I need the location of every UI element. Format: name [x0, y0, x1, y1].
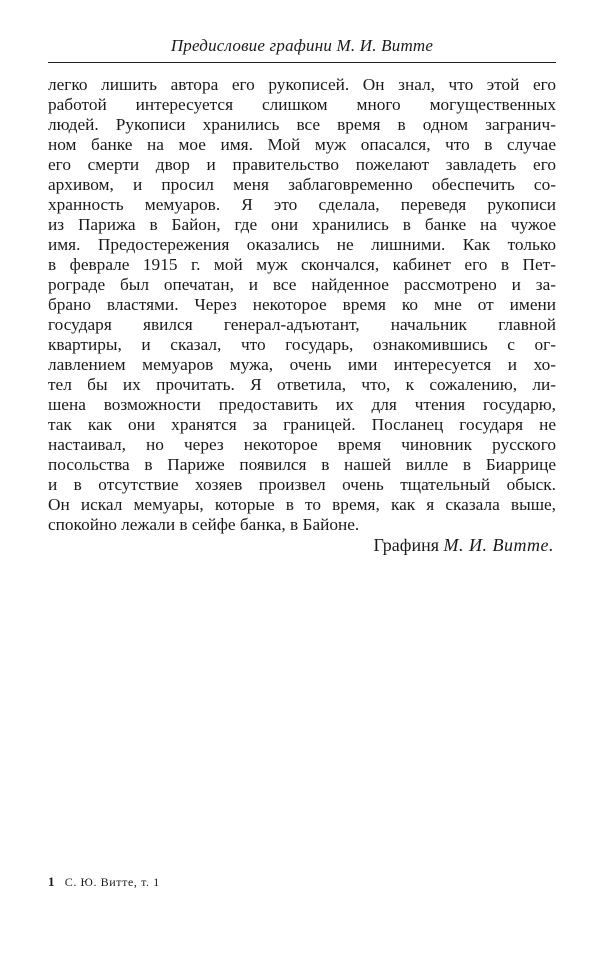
text-line: архивом, и просил меня заблаговременно обеспечить со-: [48, 175, 556, 194]
text-line: шена возможности предоставить их для чтения государю,: [48, 395, 556, 414]
text-line: ном банке на мое имя. Мой муж опасался, что в случае: [48, 135, 556, 154]
signature-number: 1: [48, 874, 56, 889]
text-line: и в отсутствие хозяев произвел очень тщательный обыск.: [48, 475, 556, 494]
running-head: Предисловие графини М. И. Витте: [170, 36, 434, 55]
signature-text: С. Ю. Витте, т. 1: [64, 875, 160, 889]
text-line: Он искал мемуары, которые в то время, как я сказала выше,: [48, 495, 556, 514]
text-line: его смерти двор и правительство пожелают завладеть его: [48, 155, 556, 174]
text-line: квартиры, и сказал, что государь, ознакомившись с ог-: [48, 335, 556, 354]
text-line: тел бы их прочитать. Я ответила, что, к сожалению, ли-: [48, 375, 556, 394]
text-line: хранность мемуаров. Я это сделала, переведя рукописи: [48, 195, 556, 214]
text-line: рограде был опечатан, и все найденное рассмотрено и за-: [48, 275, 556, 294]
signature: [374, 535, 554, 556]
text-line: имя. Предостережения оказались не лишними. Как только: [48, 235, 556, 254]
text-line: посольства в Париже появился в нашей вилле в Биаррице: [48, 455, 556, 474]
text-line: легко лишить автора его рукописей. Он знал, что этой его: [48, 75, 556, 94]
text-line: так как они хранятся за границей. Посланец государя не: [48, 415, 556, 434]
header-rule: [48, 62, 556, 63]
text-line: спокойно лежали в сейфе банка, в Байоне.: [48, 515, 360, 534]
text-line: из Парижа в Байон, где они хранились в банке на чужое: [48, 215, 556, 234]
body-text: [48, 75, 556, 535]
text-line: в феврале 1915 г. мой муж скончался, кабинет его в Пет-: [48, 255, 556, 274]
text-line: государя явился генерал-адъютант, начальник главной: [48, 315, 556, 334]
text-line: настаивал, но через некоторое время чиновник русского: [48, 435, 556, 454]
text-line: брано властями. Через некоторое время ко мне от имени: [48, 295, 556, 314]
text-line: лавлением мемуаров мужа, очень ими интересуется и хо-: [48, 355, 556, 374]
footer-signature-mark: [48, 874, 160, 890]
signature-name: М. И. Витте.: [443, 535, 554, 555]
signature-title: Графиня: [373, 535, 440, 555]
text-line: людей. Рукописи хранились все время в одном загранич-: [48, 115, 556, 134]
text-line: работой интересуется слишком много могущественных: [48, 95, 556, 114]
